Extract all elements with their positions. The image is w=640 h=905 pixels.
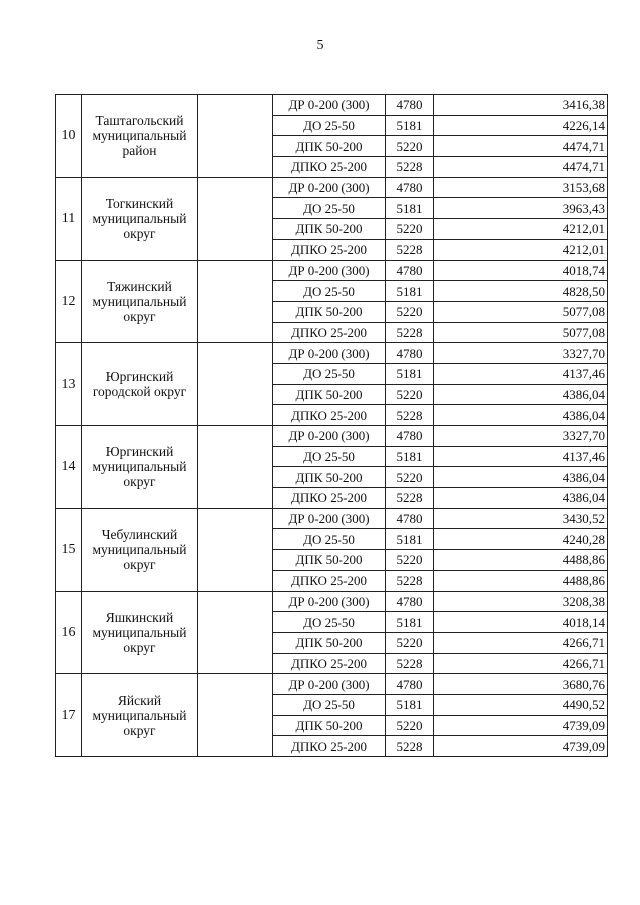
price-cell: 3327,70 (434, 426, 608, 447)
fuel-type-cell: ДПК 50-200 (273, 715, 386, 736)
fuel-type-cell: ДПКО 25-200 (273, 239, 386, 260)
fuel-type-cell: ДР 0-200 (300) (273, 591, 386, 612)
fuel-type-cell: ДО 25-50 (273, 115, 386, 136)
price-cell: 3430,52 (434, 508, 608, 529)
empty-cell (198, 591, 273, 674)
fuel-type-cell: ДР 0-200 (300) (273, 674, 386, 695)
price-cell: 4386,04 (434, 488, 608, 509)
row-number: 14 (56, 426, 82, 509)
price-cell: 4212,01 (434, 219, 608, 240)
municipality-name: Юргинский городской округ (82, 343, 198, 426)
table-row (56, 95, 608, 116)
fuel-type-cell: ДПК 50-200 (273, 219, 386, 240)
empty-cell (198, 674, 273, 757)
price-cell: 4386,04 (434, 467, 608, 488)
price-cell: 4739,09 (434, 736, 608, 757)
code-cell: 5181 (386, 529, 434, 550)
code-cell: 5228 (386, 322, 434, 343)
page-number: 5 (316, 38, 324, 53)
price-cell: 4490,52 (434, 694, 608, 715)
fuel-type-cell: ДР 0-200 (300) (273, 343, 386, 364)
code-cell: 5220 (386, 467, 434, 488)
code-cell: 5228 (386, 405, 434, 426)
table-row (56, 260, 608, 281)
price-cell: 4240,28 (434, 529, 608, 550)
fuel-type-cell: ДПКО 25-200 (273, 653, 386, 674)
fuel-type-cell: ДО 25-50 (273, 694, 386, 715)
fuel-type-cell: ДР 0-200 (300) (273, 177, 386, 198)
empty-cell (198, 260, 273, 343)
code-cell: 4780 (386, 260, 434, 281)
code-cell: 5220 (386, 550, 434, 571)
price-cell: 4488,86 (434, 550, 608, 571)
price-cell: 4266,71 (434, 653, 608, 674)
fuel-type-cell: ДПК 50-200 (273, 136, 386, 157)
code-cell: 4780 (386, 177, 434, 198)
row-number: 15 (56, 508, 82, 591)
fuel-type-cell: ДПКО 25-200 (273, 570, 386, 591)
table-row (56, 426, 608, 447)
price-cell: 4137,46 (434, 446, 608, 467)
code-cell: 5228 (386, 239, 434, 260)
table-row (56, 674, 608, 695)
price-cell: 4018,74 (434, 260, 608, 281)
price-cell: 4828,50 (434, 281, 608, 302)
row-number: 11 (56, 177, 82, 260)
price-cell: 4474,71 (434, 157, 608, 178)
row-number: 12 (56, 260, 82, 343)
code-cell: 5220 (386, 136, 434, 157)
price-cell: 4018,14 (434, 612, 608, 633)
municipality-name: Яшкинский муниципальный округ (82, 591, 198, 674)
code-cell: 5228 (386, 157, 434, 178)
price-cell: 3680,76 (434, 674, 608, 695)
code-cell: 5228 (386, 736, 434, 757)
price-cell: 3963,43 (434, 198, 608, 219)
price-cell: 4266,71 (434, 632, 608, 653)
municipality-name: Яйский муниципальный округ (82, 674, 198, 757)
fuel-type-cell: ДР 0-200 (300) (273, 260, 386, 281)
price-cell: 4226,14 (434, 115, 608, 136)
municipality-name: Чебулинский муниципальный округ (82, 508, 198, 591)
code-cell: 4780 (386, 426, 434, 447)
fuel-type-cell: ДПК 50-200 (273, 301, 386, 322)
price-cell: 4474,71 (434, 136, 608, 157)
price-cell: 4386,04 (434, 384, 608, 405)
tariff-table (55, 94, 608, 757)
fuel-type-cell: ДР 0-200 (300) (273, 508, 386, 529)
price-cell: 3208,38 (434, 591, 608, 612)
fuel-type-cell: ДР 0-200 (300) (273, 95, 386, 116)
code-cell: 5181 (386, 612, 434, 633)
row-number: 10 (56, 95, 82, 178)
row-number: 16 (56, 591, 82, 674)
table-row (56, 177, 608, 198)
code-cell: 5181 (386, 446, 434, 467)
code-cell: 5228 (386, 488, 434, 509)
empty-cell (198, 343, 273, 426)
fuel-type-cell: ДПК 50-200 (273, 632, 386, 653)
row-number: 13 (56, 343, 82, 426)
code-cell: 4780 (386, 343, 434, 364)
fuel-type-cell: ДО 25-50 (273, 198, 386, 219)
empty-cell (198, 426, 273, 509)
price-cell: 4488,86 (434, 570, 608, 591)
code-cell: 5181 (386, 281, 434, 302)
fuel-type-cell: ДО 25-50 (273, 281, 386, 302)
code-cell: 5181 (386, 363, 434, 384)
code-cell: 5220 (386, 632, 434, 653)
table-row (56, 343, 608, 364)
code-cell: 5220 (386, 301, 434, 322)
table-body (56, 95, 608, 757)
municipality-name: Таштагольский муниципальный район (82, 95, 198, 178)
price-cell: 4386,04 (434, 405, 608, 426)
fuel-type-cell: ДО 25-50 (273, 446, 386, 467)
code-cell: 5181 (386, 694, 434, 715)
fuel-type-cell: ДПК 50-200 (273, 467, 386, 488)
price-cell: 3416,38 (434, 95, 608, 116)
price-cell: 5077,08 (434, 322, 608, 343)
fuel-type-cell: ДПКО 25-200 (273, 322, 386, 343)
code-cell: 4780 (386, 591, 434, 612)
municipality-name: Тогкинский муниципальный округ (82, 177, 198, 260)
code-cell: 5181 (386, 115, 434, 136)
fuel-type-cell: ДО 25-50 (273, 529, 386, 550)
code-cell: 5228 (386, 570, 434, 591)
fuel-type-cell: ДПКО 25-200 (273, 157, 386, 178)
municipality-name: Юргинский муниципальный округ (82, 426, 198, 509)
price-cell: 4137,46 (434, 363, 608, 384)
table-row (56, 591, 608, 612)
code-cell: 4780 (386, 508, 434, 529)
fuel-type-cell: ДПКО 25-200 (273, 736, 386, 757)
code-cell: 5220 (386, 219, 434, 240)
municipality-name: Тяжинский муниципальный округ (82, 260, 198, 343)
empty-cell (198, 508, 273, 591)
fuel-type-cell: ДПКО 25-200 (273, 405, 386, 426)
code-cell: 5181 (386, 198, 434, 219)
code-cell: 4780 (386, 95, 434, 116)
fuel-type-cell: ДПКО 25-200 (273, 488, 386, 509)
price-cell: 3153,68 (434, 177, 608, 198)
row-number: 17 (56, 674, 82, 757)
price-cell: 5077,08 (434, 301, 608, 322)
price-cell: 4739,09 (434, 715, 608, 736)
code-cell: 5220 (386, 384, 434, 405)
empty-cell (198, 177, 273, 260)
code-cell: 5220 (386, 715, 434, 736)
price-cell: 3327,70 (434, 343, 608, 364)
fuel-type-cell: ДПК 50-200 (273, 384, 386, 405)
code-cell: 5228 (386, 653, 434, 674)
table-row (56, 508, 608, 529)
price-cell: 4212,01 (434, 239, 608, 260)
fuel-type-cell: ДПК 50-200 (273, 550, 386, 571)
empty-cell (198, 95, 273, 178)
fuel-type-cell: ДР 0-200 (300) (273, 426, 386, 447)
fuel-type-cell: ДО 25-50 (273, 612, 386, 633)
fuel-type-cell: ДО 25-50 (273, 363, 386, 384)
code-cell: 4780 (386, 674, 434, 695)
